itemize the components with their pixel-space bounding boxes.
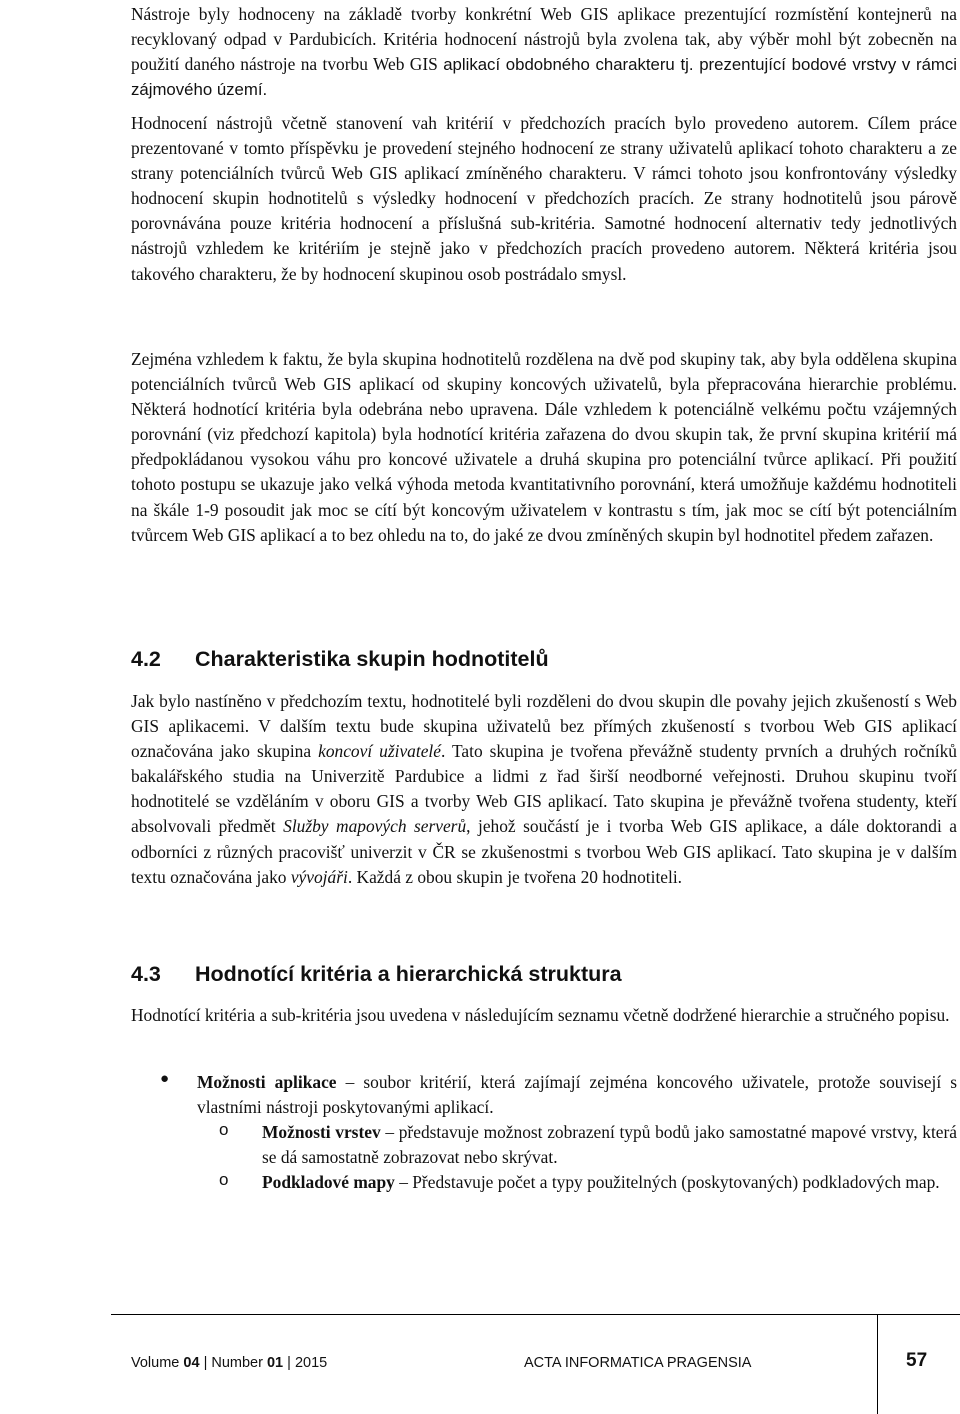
footer-volume-value: 04 <box>183 1355 200 1371</box>
section-heading-4-3 <box>131 962 622 987</box>
section-title: Hodnotící kritéria a hierarchická struktura <box>195 962 622 986</box>
footer-year: | 2015 <box>283 1355 328 1371</box>
paragraph-section-4-2 <box>131 689 957 890</box>
footer-journal: ACTA INFORMATICA PRAGENSIA <box>524 1355 752 1371</box>
sub-list-item <box>131 1120 957 1170</box>
emphasis-term: vývojáři <box>290 866 348 887</box>
emphasis-term: Služby mapových serverů <box>283 816 467 837</box>
footer-number-value: 01 <box>266 1355 284 1371</box>
paragraph-text: . Tato skupina je tvořena převážně studenty prvních a druhých ročníků bakalářského studia na Univerzitě Pardubice a lidmi z řad širší neodborné veřejnosti. Druhou skupinu tvoří hodnotitelé se vzděláním v oboru GIS a tvorby Web GIS aplikací. Tato skupina je převážně tvořena studenty, kteří absolvovali předmět <box>131 741 957 837</box>
paragraph-text: Jak bylo nastíněno v předchozím textu, hodnotitelé byli rozděleni do dvou skupin dle povahy jejich zkušeností s Web GIS aplikacemi. V dalším textu bude skupina uživatelů bez přímých zkušeností s tvorbou Web GIS aplikací označována jako skupina <box>131 691 957 762</box>
list-item <box>131 1070 957 1120</box>
paragraph-intro-1 <box>131 2 957 102</box>
section-number: 4.3 <box>131 962 161 986</box>
criteria-list <box>131 1070 957 1195</box>
list-item-text: – Představuje počet a typy použitelných (poskytovaných) podkladových map. <box>394 1172 940 1193</box>
footer-divider <box>111 1314 960 1315</box>
list-item-lead: Možnosti aplikace <box>197 1072 337 1092</box>
footer-page-divider <box>877 1314 878 1414</box>
list-item-lead: Možnosti vrstev <box>262 1122 381 1143</box>
page-number: 57 <box>906 1350 928 1371</box>
list-item-text: – soubor kritérií, která zajímají zejména koncového uživatele, protože souvisejí s vlastními nástroji poskytovanými aplikací. <box>197 1072 957 1118</box>
paragraph-intro-2 <box>131 111 957 287</box>
paragraph-text: Nástroje byly hodnoceny na základě tvorby konkrétní Web GIS aplikace prezentující rozmístění kontejnerů na recyklovaný odpad v Pardubicích. Kritéria hodnocení nástrojů byla zvolena tak, aby výběr mohl být zobecněn na použití daného nástroje na tvorbu Web GIS <box>131 4 957 75</box>
paragraph-text-sans: aplikací obdobného charakteru tj. prezentující bodové vrstvy v rámci zájmového území. <box>131 55 958 100</box>
paragraph-intro-3 <box>131 347 957 548</box>
list-item-text: – představuje možnost zobrazení typů bodů jako samostatné mapové vrstvy, která se dá samostatně zobrazovat nebo skrývat. <box>262 1122 958 1168</box>
paragraph-text: Hodnocení nástrojů včetně stanovení vah kritérií v předchozích pracích bylo provedeno autorem. Cílem práce prezentované v tomto příspěvku je provedení stejného hodnocení ze strany uživatelů aplikací tohoto charakteru a ze strany potenciálních tvůrců Web GIS aplikací zmíněného charakteru. V rámci tohoto jsou konfrontovány výsledky hodnocení skupin hodnotitelů s výsledky hodnocení v předchozích pracích. Ze strany hodnotitelů jsou párově porovnávána pouze kritéria hodnocení a příslušná sub-kritéria. Samotné hodnocení alternativ tedy jednotlivých nástrojů vzhledem ke kritériím je stejně jako v předchozích pracích provedeno autorem. Některá kritéria jsou takového charakteru, že by hodnocení skupinou osob postrádalo smysl. <box>131 113 957 284</box>
footer-volume <box>131 1355 327 1371</box>
sub-list-item <box>131 1170 957 1195</box>
paragraph-text: Zejména vzhledem k faktu, že byla skupina hodnotitelů rozdělena na dvě pod skupiny tak, aby byla oddělena skupina potenciálních tvůrců Web GIS aplikací od skupiny koncových uživatelů, byla přepracována hierarchie problému. Některá hodnotící kritéria byla odebrána nebo upravena. Dále vzhledem k potenciálně velkému počtu vzájemných porovnání (viz předchozí kapitola) byla hodnotící kritéria zařazena do dvou skupin tak, že první skupina kritérií má předpokládanou vysokou váhu pro koncové uživatele a druhá skupina pro potenciální tvůrce aplikací. Při použití tohoto postupu se ukazuje jako velká výhoda metoda kvantitativního porovnání, která umožňuje každému hodnotiteli na škále 1-9 posoudit jak moc se cítí být koncovým uživatelem v kontrastu s tím, jak moc se cítí být potenciálním tvůrcem Web GIS aplikací a to bez ohledu na to, do jaké ze dvou zmíněných skupin byl hodnotitel předem zařazen. <box>131 349 957 545</box>
section-title: Charakteristika skupin hodnotitelů <box>195 647 549 671</box>
section-number: 4.2 <box>131 647 161 671</box>
section-heading-4-2 <box>131 647 549 672</box>
circle-bullet-icon: o <box>219 1120 229 1140</box>
footer-label: | Number <box>199 1355 267 1371</box>
list-item-lead: Podkladové mapy <box>262 1172 395 1193</box>
bullet-icon: ● <box>160 1071 170 1087</box>
footer-label: Volume <box>131 1355 184 1371</box>
paragraph-section-4-3 <box>131 1003 957 1028</box>
circle-bullet-icon: o <box>219 1170 229 1190</box>
paragraph-text: Hodnotící kritéria a sub-kritéria jsou uvedena v následujícím seznamu včetně dodržené hierarchie a stručného popisu. <box>131 1005 950 1025</box>
emphasis-term: koncoví uživatelé <box>318 741 441 762</box>
paragraph-text: . Každá z obou skupin je tvořena 20 hodnotiteli. <box>347 866 683 887</box>
paragraph-text: , jehož součástí je i tvorba Web GIS aplikace, a dále doktorandi a odborníci z různých pracovišť univerzit v ČR se zkušenostmi s tvorbou Web GIS aplikací. Tato skupina je v dalším textu označována jako <box>131 816 957 887</box>
